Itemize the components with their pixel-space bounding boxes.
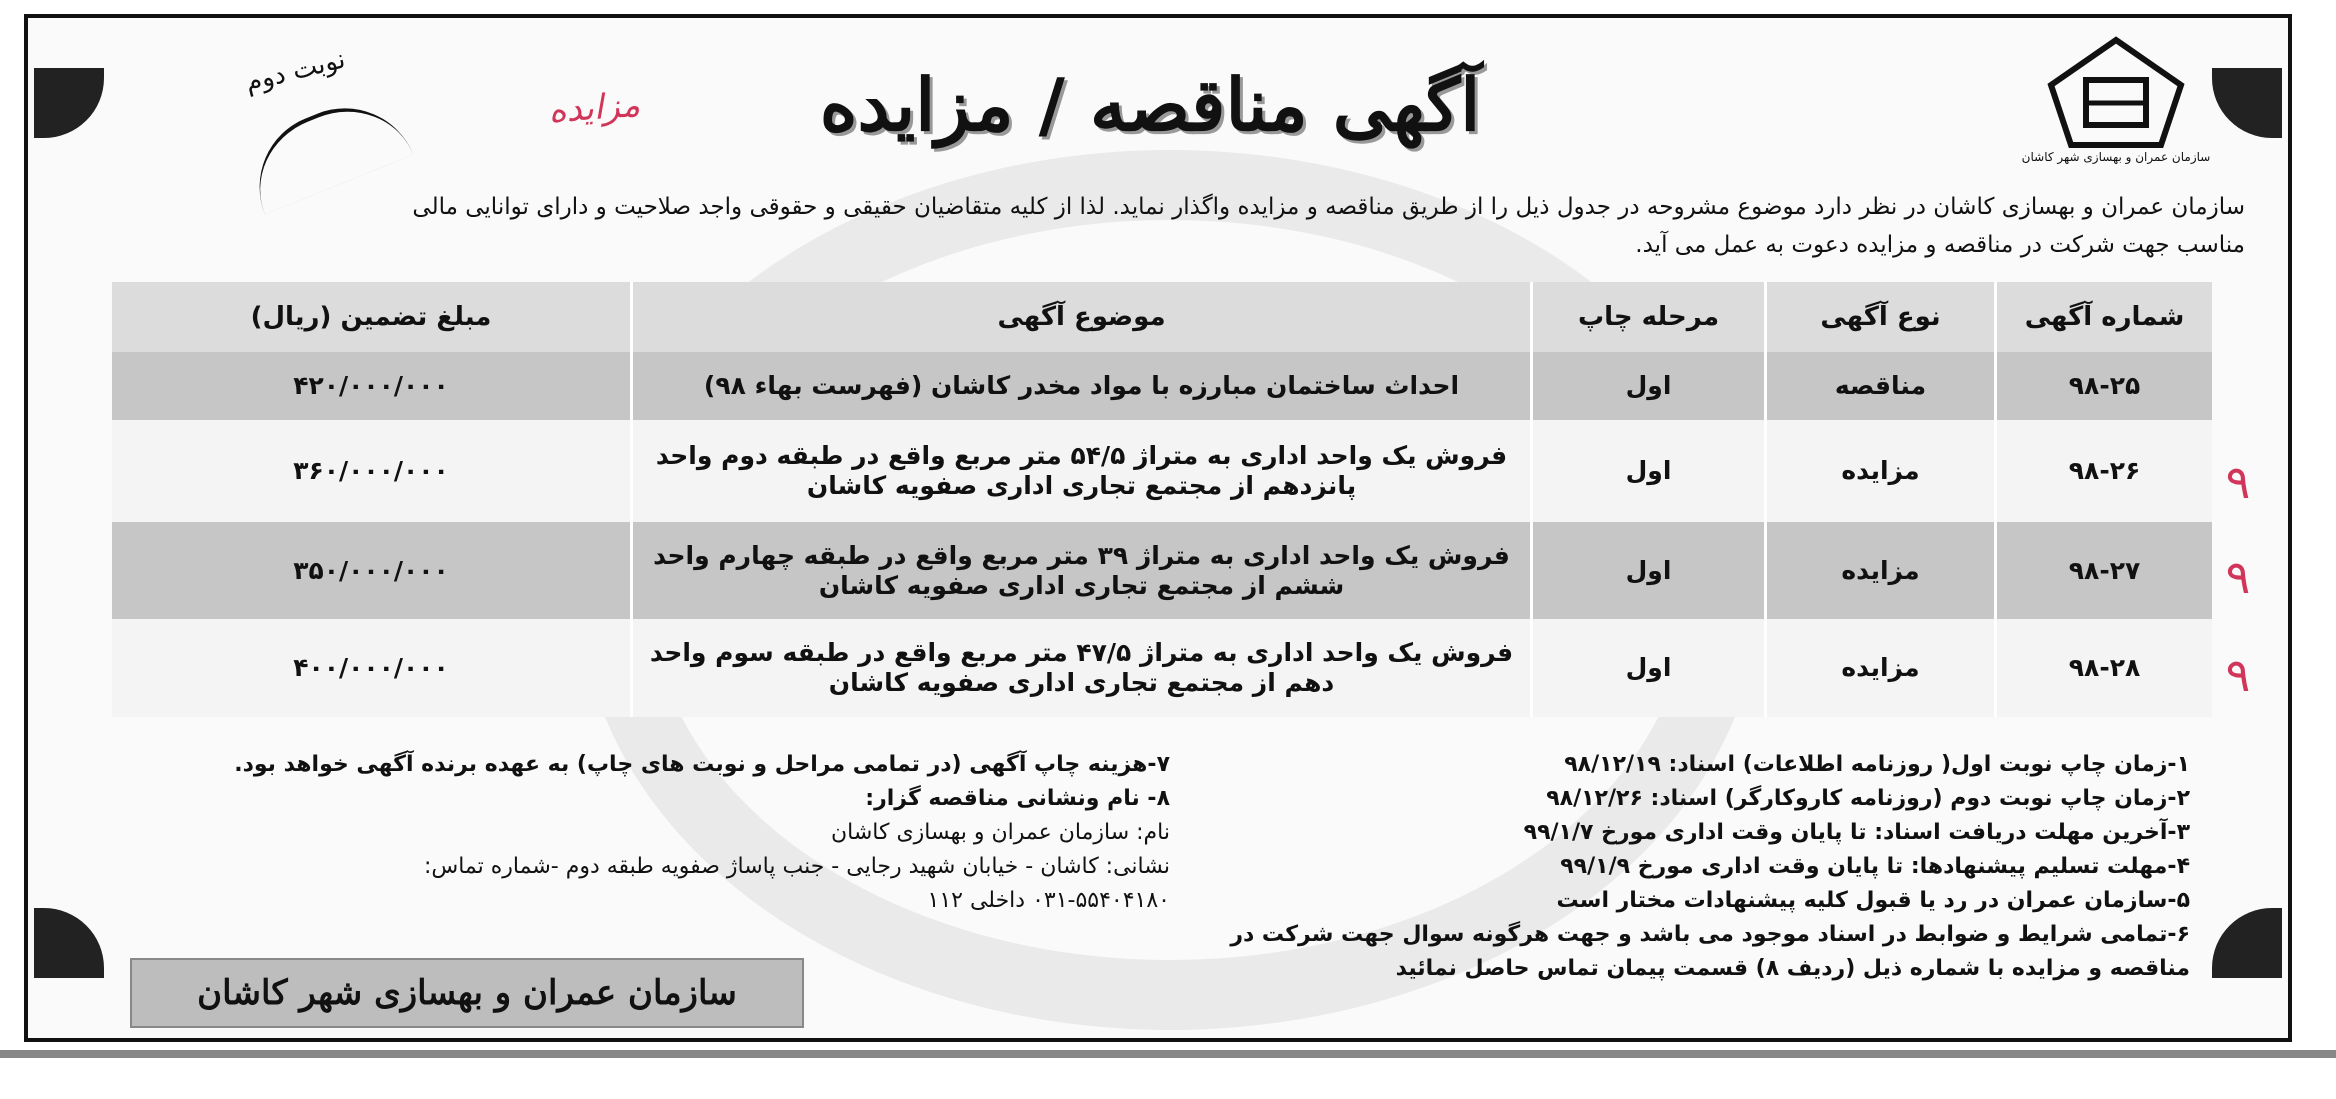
notes-list-left [90,748,1170,948]
column-header-stage: مرحله چاپ [1530,282,1764,352]
cell-amount: ۴۰۰/۰۰۰/۰۰۰ [293,653,449,682]
note-item: ۰۳۱-۵۵۴۰۴۱۸۰ داخلی ۱۱۲ [927,888,1170,913]
intro-line: سازمان عمران و بهسازی کاشان در نظر دارد موضوع مشروحه در جدول ذیل را از طریق مناقصه و مزایده واگذار نماید. لذا از کلیه متقاضیان حقیقی و حقوقی واجد صلاحیت و دارای توانایی مالی [412,194,2245,220]
handwritten-row-mark: ۹ [2225,550,2251,604]
table-header-row [112,282,2212,352]
frame-corner-ornament [2212,68,2282,138]
note-item: ۵-سازمان عمران در رد یا قبول کلیه پیشنهادات مختار است [1556,888,2190,913]
cell-type: مزایده [1764,522,1994,619]
cell-stage: اول [1530,522,1764,619]
tender-table [112,282,2212,717]
cell-amount: ۴۲۰/۰۰۰/۰۰۰ [293,371,449,400]
cell-number: ۹۸-۲۷ [1994,522,2212,619]
cell-amount: ۳۵۰/۰۰۰/۰۰۰ [293,555,449,585]
column-header-amount: مبلغ تضمین (ریال) [250,302,492,332]
logo-caption: سازمان عمران و بهسازی شهر کاشان [2021,150,2211,164]
table-row [112,619,2212,717]
note-item: ۸- نام ونشانی مناقصه گزار: [865,786,1170,811]
cell-number: ۹۸-۲۸ [1994,619,2212,717]
cell-subject: احداث ساختمان مبارزه با مواد مخدر کاشان (فهرست بهاء ۹۸) [630,352,1530,420]
table-row [112,420,2212,522]
handwritten-row-mark: ۹ [2225,455,2251,509]
cell-number: ۹۸-۲۵ [1994,352,2212,420]
handwritten-row-mark: ۹ [2225,648,2251,702]
cell-number: ۹۸-۲۶ [1994,420,2212,522]
organization-logo [2011,35,2221,185]
cell-type: مناقصه [1764,352,1994,420]
cell-type: مزایده [1764,420,1994,522]
notes-list-right [1160,748,2190,1028]
frame-corner-ornament [34,68,104,138]
logo-emblem-icon [2041,35,2191,150]
note-item: مناقصه و مزایده با شماره ذیل (ردیف ۸) قسمت پیمان تماس حاصل نمائید [1395,956,2190,981]
note-item: ۴-مهلت تسلیم پیشنهادها: تا پایان وقت اداری مورخ ۹۹/۱/۹ [1560,854,2190,879]
note-item: نشانی: کاشان - خیابان شهید رجایی - جنب پاساژ صفویه طبقه دوم -شماره تماس: [423,854,1170,879]
cell-stage: اول [1530,352,1764,420]
cell-stage: اول [1530,420,1764,522]
cell-subject: فروش یک واحد اداری به متراژ ۴۷/۵ متر مربع واقع در طبقه سوم واحد دهم از مجتمع تجاری اداری صفویه کاشان [630,619,1530,717]
note-item: ۷-هزینه چاپ آگهی (در تمامی مراحل و نوبت های چاپ) به عهده برنده آگهی خواهد بود. [234,752,1170,777]
table-row [112,522,2212,619]
cell-subject: فروش یک واحد اداری به متراژ ۵۴/۵ متر مربع واقع در طبقه دوم واحد پانزدهم از مجتمع تجاری اداری صفویه کاشان [630,420,1530,522]
column-header-type: نوع آگهی [1764,282,1994,352]
intro-line: مناسب جهت شرکت در مناقصه و مزایده دعوت به عمل می آید. [1635,232,2245,258]
round-label-text: نوبت دوم [242,44,349,99]
intro-paragraph [75,188,2245,276]
column-header-number: شماره آگهی [1994,282,2212,352]
cell-type: مزایده [1764,619,1994,717]
note-item: ۱-زمان چاپ نوبت اول( روزنامه اطلاعات) اسناد: ۹۸/۱۲/۱۹ [1564,752,2190,777]
note-item: ۶-تمامی شرایط و ضوابط در اسناد موجود می باشد و جهت هرگونه سوال جهت شرکت در [1230,922,2190,947]
footer-organization-banner: سازمان عمران و بهسازی شهر کاشان [130,958,804,1028]
column-header-subject: موضوع آگهی [630,282,1530,352]
cell-stage: اول [1530,619,1764,717]
cell-amount: ۳۶۰/۰۰۰/۰۰۰ [293,456,449,485]
handwritten-note: مزایده [547,84,642,132]
cell-subject: فروش یک واحد اداری به متراژ ۳۹ متر مربع واقع در طبقه چهارم واحد ششم از مجتمع تجاری اداری صفویه کاشان [630,522,1530,619]
note-item: ۳-آخرین مهلت دریافت اسناد: تا پایان وقت اداری مورخ ۹۹/۱/۷ [1523,820,2190,845]
note-item: نام: سازمان عمران و بهسازی کاشان [830,820,1170,845]
page-title: آگهی مناقصه / مزایده [819,62,1481,147]
note-item: ۲-زمان چاپ نوبت دوم (روزنامه کاروکارگر) اسناد: ۹۸/۱۲/۲۶ [1546,786,2190,811]
frame-corner-ornament [2212,908,2282,978]
table-row [112,352,2212,420]
page-bottom-shadow [0,1050,2336,1058]
